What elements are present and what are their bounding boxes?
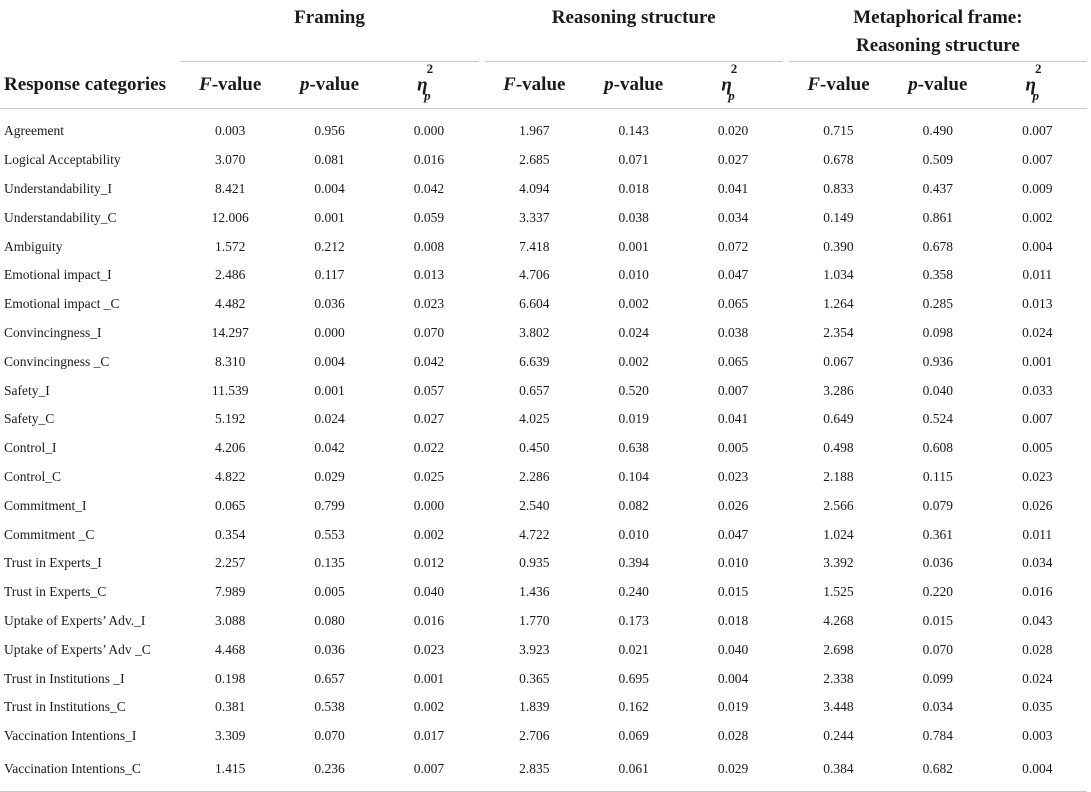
value-cell: 0.657 [314,670,345,686]
value-cell: 7.989 [214,584,246,600]
row-label: Uptake of Experts’ Adv._I [4,612,146,628]
value-cell: 4.822 [214,468,246,484]
value-cell: 0.023 [413,296,445,312]
value-cell: 3.448 [823,699,854,715]
value-cell: 0.000 [413,123,445,139]
value-cell: 2.698 [823,641,854,657]
row-label: Understandability_C [4,209,117,225]
value-cell: 0.013 [413,267,445,283]
value-cell: 3.392 [823,555,854,571]
value-cell: 0.079 [922,497,954,513]
value-cell: 0.009 [1022,180,1053,196]
value-cell: 2.286 [519,468,550,484]
table-row [0,693,1087,722]
value-cell: 0.027 [717,152,749,168]
column-header-eta-squared-framing: $\eta^2_p$ [379,62,478,109]
value-cell: 0.143 [618,123,649,139]
value-cell: 0.003 [214,123,246,139]
table-row [0,491,1087,520]
value-cell: 0.081 [314,152,345,168]
value-cell: 0.047 [717,267,749,283]
group-header-interaction-line1: Metaphorical frame: [853,7,1023,28]
row-label: Convincingness_I [4,324,102,340]
value-cell: 0.833 [823,180,854,196]
value-cell: 0.016 [413,612,445,628]
value-cell: 0.028 [1022,641,1053,657]
value-cell: 0.450 [519,440,550,456]
value-cell: 0.011 [1022,526,1053,542]
value-cell: 0.936 [922,353,954,369]
value-cell: 0.520 [618,382,649,398]
column-header-f-value-interaction: F-value [789,62,888,109]
value-cell: 4.268 [823,612,854,628]
value-cell: 0.001 [314,209,345,225]
value-cell: 0.437 [922,180,954,196]
value-cell: 0.099 [922,670,954,686]
row-label: Ambiguity [4,238,63,254]
table-row [0,463,1087,492]
value-cell: 0.005 [1022,440,1053,456]
column-header-f-value-framing: F-value [180,62,279,109]
table-row [0,109,1087,146]
value-cell: 0.358 [922,267,954,283]
value-cell: 1.034 [823,267,854,283]
value-cell: 0.043 [1022,612,1053,628]
value-cell: 2.338 [823,670,854,686]
value-cell: 0.244 [823,728,854,744]
value-cell: 0.007 [379,751,478,792]
value-cell: 1.525 [823,584,854,600]
value-cell: 0.861 [922,209,954,225]
value-cell: 0.498 [823,440,854,456]
value-cell: 0.071 [618,152,649,168]
value-cell: 0.040 [413,584,445,600]
value-cell: 0.004 [314,353,345,369]
value-cell: 4.482 [214,296,246,312]
value-cell: 0.016 [1022,584,1053,600]
value-cell: 0.019 [717,699,749,715]
value-cell: 0.026 [717,497,749,513]
value-cell: 3.337 [519,209,550,225]
value-cell: 0.070 [314,728,345,744]
value-cell: 8.310 [214,353,246,369]
value-cell: 0.082 [618,497,649,513]
value-cell: 2.257 [214,555,246,571]
value-cell: 0.695 [618,670,649,686]
value-cell: 0.042 [314,440,345,456]
column-header-response-categories: Response categories [0,62,180,109]
row-label: Control_C [4,468,62,484]
value-cell: 0.057 [413,382,445,398]
value-cell: 0.072 [717,238,749,254]
value-cell: 0.001 [618,238,649,254]
value-cell: 8.421 [214,180,246,196]
value-cell: 0.015 [717,584,749,600]
value-cell: 0.000 [314,324,345,340]
value-cell: 0.028 [717,728,749,744]
value-cell: 0.040 [717,641,749,657]
column-header-row [0,62,1087,109]
value-cell: 0.036 [314,296,345,312]
value-cell: 0.390 [823,238,854,254]
value-cell: 0.010 [618,526,649,542]
value-cell: 0.010 [618,267,649,283]
value-cell: 0.001 [413,670,445,686]
value-cell: 0.212 [314,238,345,254]
value-cell: 0.036 [314,641,345,657]
value-cell: 0.784 [922,728,954,744]
value-cell: 0.285 [922,296,954,312]
table-row [0,751,1087,792]
blank-corner-cell [0,0,180,62]
row-label: Trust in Institutions_C [4,699,126,715]
value-cell: 0.036 [922,555,954,571]
value-cell: 0.007 [1022,123,1053,139]
value-cell: 0.005 [717,440,749,456]
value-cell: 0.011 [1022,267,1053,283]
value-cell: 0.007 [717,382,749,398]
table-row [0,578,1087,607]
value-cell: 6.639 [519,353,550,369]
value-cell: 0.490 [922,123,954,139]
row-label: Commitment _C [4,526,95,542]
value-cell: 0.029 [683,751,782,792]
value-cell: 0.162 [618,699,649,715]
table-row [0,664,1087,693]
value-cell: 0.002 [618,296,649,312]
group-header-reasoning-structure: Reasoning structure [485,0,783,62]
value-cell: 0.035 [1022,699,1053,715]
row-label: Vaccination Intentions_C [0,751,180,792]
table-row [0,434,1087,463]
table-row [0,290,1087,319]
table-row [0,261,1087,290]
value-cell: 0.007 [1022,411,1053,427]
value-cell: 0.038 [618,209,649,225]
table-row [0,146,1087,175]
table-row [0,376,1087,405]
value-cell: 0.001 [1022,353,1053,369]
table-row [0,203,1087,232]
column-header-eta-squared-reasoning: $\eta^2_p$ [683,62,782,109]
row-label: Trust in Experts_I [4,555,102,571]
value-cell: 5.192 [214,411,246,427]
column-header-p-value-interaction: p-value [888,62,987,109]
value-cell: 0.027 [413,411,445,427]
value-cell: 0.024 [618,324,649,340]
row-label: Agreement [4,123,64,139]
row-label: Convincingness _C [4,353,110,369]
value-cell: 0.004 [314,180,345,196]
value-cell: 0.029 [314,468,345,484]
value-cell: 0.034 [922,699,954,715]
value-cell: 0.069 [618,728,649,744]
value-cell: 0.024 [1022,324,1053,340]
value-cell: 0.034 [1022,555,1053,571]
value-cell: 0.553 [314,526,345,542]
row-label: Uptake of Experts’ Adv _C [4,641,151,657]
value-cell: 1.572 [214,238,246,254]
value-cell: 0.004 [717,670,749,686]
value-cell: 2.540 [519,497,550,513]
value-cell: 0.149 [823,209,854,225]
value-cell: 4.706 [519,267,550,283]
value-cell: 0.023 [413,641,445,657]
value-cell: 0.018 [618,180,649,196]
value-cell: 0.070 [922,641,954,657]
column-header-eta-squared-interaction: $\eta^2_p$ [988,62,1087,109]
value-cell: 3.923 [519,641,550,657]
value-cell: 1.024 [823,526,854,542]
table-row [0,722,1087,751]
value-cell: 0.017 [413,728,445,744]
value-cell: 14.297 [211,324,249,340]
value-cell: 0.080 [314,612,345,628]
value-cell: 0.008 [413,238,445,254]
value-cell: 2.188 [823,468,854,484]
row-label: Commitment_I [4,497,87,513]
value-cell: 2.685 [519,152,550,168]
value-cell: 0.220 [922,584,954,600]
value-cell: 1.839 [519,699,550,715]
value-cell: 0.524 [922,411,954,427]
group-header-interaction-line2: Reasoning structure [856,35,1020,56]
value-cell: 0.067 [823,353,854,369]
value-cell: 0.649 [823,411,854,427]
value-cell: 0.013 [1022,296,1053,312]
value-cell: 0.070 [413,324,445,340]
value-cell: 2.706 [519,728,550,744]
value-cell: 1.415 [180,751,279,792]
value-cell: 3.309 [214,728,246,744]
value-cell: 0.024 [1022,670,1053,686]
row-label: Understandability_I [4,180,112,196]
table-row [0,607,1087,636]
value-cell: 0.384 [789,751,888,792]
row-label: Vaccination Intentions_I [4,728,137,744]
value-cell: 0.033 [1022,382,1053,398]
value-cell: 0.173 [618,612,649,628]
value-cell: 4.094 [519,180,550,196]
group-header-row [0,0,1087,62]
value-cell: 0.042 [413,353,445,369]
value-cell: 0.024 [314,411,345,427]
value-cell: 0.065 [717,353,749,369]
value-cell: 4.025 [519,411,550,427]
value-cell: 0.065 [214,497,246,513]
value-cell: 0.394 [618,555,649,571]
value-cell: 0.682 [888,751,987,792]
row-label: Emotional impact_I [4,267,112,283]
value-cell: 0.021 [618,641,649,657]
column-header-p-value-framing: p-value [280,62,379,109]
value-cell: 0.115 [922,468,953,484]
value-cell: 4.722 [519,526,550,542]
value-cell: 0.061 [584,751,683,792]
value-cell: 2.835 [485,751,584,792]
value-cell: 1.436 [519,584,550,600]
value-cell: 0.040 [922,382,954,398]
row-label: Trust in Experts_C [4,584,107,600]
value-cell: 0.098 [922,324,954,340]
table-body [0,109,1087,792]
value-cell: 4.468 [214,641,246,657]
value-cell: 1.770 [519,612,550,628]
row-label: Emotional impact _C [4,296,120,312]
value-cell: 0.000 [413,497,445,513]
table-row [0,549,1087,578]
value-cell: 11.539 [211,382,249,398]
value-cell: 0.005 [314,584,345,600]
value-cell: 0.365 [519,670,550,686]
table-row [0,232,1087,261]
value-cell: 0.020 [717,123,749,139]
value-cell: 0.016 [413,152,445,168]
table-row [0,175,1087,204]
value-cell: 0.004 [1022,238,1053,254]
table-row [0,347,1087,376]
value-cell: 0.354 [214,526,246,542]
table-row [0,319,1087,348]
value-cell: 0.509 [922,152,954,168]
value-cell: 0.002 [1022,209,1053,225]
value-cell: 0.019 [618,411,649,427]
value-cell: 0.026 [1022,497,1053,513]
value-cell: 0.034 [717,209,749,225]
value-cell: 0.015 [922,612,954,628]
value-cell: 3.802 [519,324,550,340]
value-cell: 0.361 [922,526,954,542]
value-cell: 0.001 [314,382,345,398]
value-cell: 2.354 [823,324,854,340]
row-label: Logical Acceptability [4,152,121,168]
value-cell: 7.418 [519,238,550,254]
value-cell: 0.799 [314,497,345,513]
group-header-framing: Framing [180,0,478,62]
value-cell: 0.135 [314,555,345,571]
value-cell: 0.041 [717,411,749,427]
value-cell: 0.023 [1022,468,1053,484]
value-cell: 2.486 [214,267,246,283]
value-cell: 0.657 [519,382,550,398]
value-cell: 0.104 [618,468,649,484]
value-cell: 0.025 [413,468,445,484]
value-cell: 0.956 [314,123,345,139]
column-header-f-value-reasoning: F-value [485,62,584,109]
value-cell: 0.608 [922,440,954,456]
value-cell: 0.236 [280,751,379,792]
value-cell: 4.206 [214,440,246,456]
column-header-p-value-reasoning: p-value [584,62,683,109]
row-label: Control_I [4,440,57,456]
table-row [0,635,1087,664]
value-cell: 0.007 [1022,152,1053,168]
row-label: Trust in Institutions _I [4,670,125,686]
value-cell: 0.538 [314,699,345,715]
value-cell: 0.018 [717,612,749,628]
value-cell: 1.967 [519,123,550,139]
value-cell: 0.022 [413,440,445,456]
value-cell: 0.002 [413,526,445,542]
value-cell: 0.240 [618,584,649,600]
value-cell: 0.023 [717,468,749,484]
value-cell: 0.059 [413,209,445,225]
value-cell: 0.715 [823,123,854,139]
value-cell: 1.264 [823,296,854,312]
group-header-interaction [789,0,1087,62]
value-cell: 0.038 [717,324,749,340]
value-cell: 0.117 [314,267,345,283]
value-cell: 0.012 [413,555,445,571]
value-cell: 0.004 [988,751,1087,792]
value-cell: 3.286 [823,382,854,398]
value-cell: 0.935 [519,555,550,571]
value-cell: 12.006 [211,209,249,225]
value-cell: 0.002 [413,699,445,715]
value-cell: 0.002 [618,353,649,369]
value-cell: 0.003 [1022,728,1053,744]
value-cell: 0.678 [922,238,954,254]
table-row [0,520,1087,549]
value-cell: 0.678 [823,152,854,168]
value-cell: 0.381 [214,699,246,715]
table-row [0,405,1087,434]
value-cell: 0.638 [618,440,649,456]
value-cell: 3.070 [214,152,246,168]
value-cell: 0.042 [413,180,445,196]
row-label: Safety_C [4,411,55,427]
value-cell: 6.604 [519,296,550,312]
row-label: Safety_I [4,382,50,398]
value-cell: 3.088 [214,612,246,628]
value-cell: 0.041 [717,180,749,196]
value-cell: 0.198 [214,670,246,686]
value-cell: 0.065 [717,296,749,312]
value-cell: 0.010 [717,555,749,571]
value-cell: 2.566 [823,497,854,513]
value-cell: 0.047 [717,526,749,542]
